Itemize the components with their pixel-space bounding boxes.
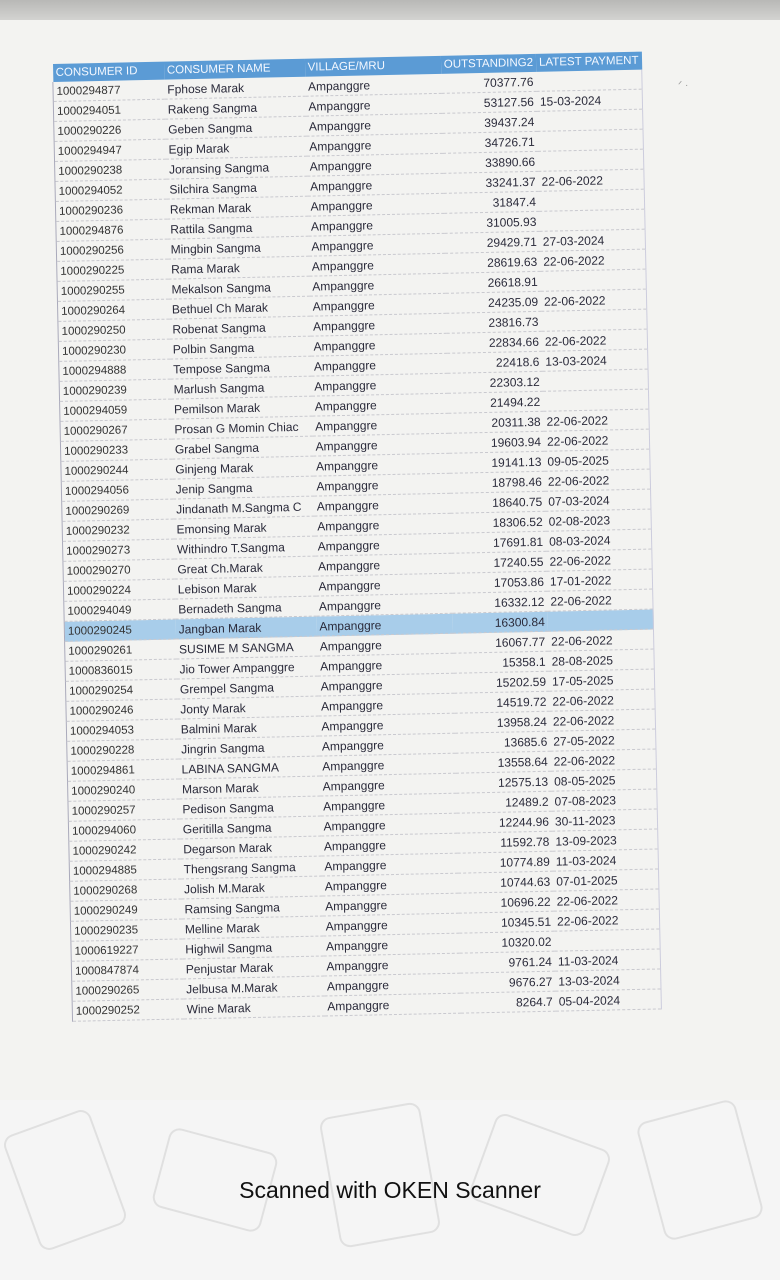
cell-consumer-id: 1000294053: [66, 719, 178, 741]
cell-outstanding: 33241.37: [443, 171, 539, 193]
cell-outstanding: 22834.66: [446, 331, 542, 353]
cell-consumer-name: Joransing Sangma: [166, 156, 307, 179]
cell-latest-payment: [538, 129, 644, 151]
cell-consumer-name: Jolish M.Marak: [181, 876, 322, 899]
cell-latest-payment: 22-06-2022: [544, 429, 650, 451]
cell-outstanding: 34726.71: [442, 131, 538, 153]
cell-outstanding: 17691.81: [451, 531, 547, 553]
cell-latest-payment: [554, 929, 660, 951]
cell-latest-payment: 11-03-2024: [555, 949, 661, 971]
cell-consumer-name: Rama Marak: [168, 256, 309, 279]
cell-consumer-name: Great Ch.Marak: [174, 556, 315, 579]
cell-village-mru: Ampanggre: [307, 153, 444, 176]
cell-village-mru: Ampanggre: [323, 933, 460, 956]
cell-consumer-id: 1000294060: [68, 819, 180, 841]
cell-outstanding: 31847.4: [444, 191, 540, 213]
cell-consumer-name: Balmini Marak: [178, 716, 319, 739]
cell-latest-payment: 13-09-2023: [552, 829, 658, 851]
cell-latest-payment: 17-01-2022: [547, 569, 653, 591]
cell-latest-payment: 07-08-2023: [551, 789, 657, 811]
cell-village-mru: Ampanggre: [320, 793, 457, 816]
cell-outstanding: 20311.38: [448, 411, 544, 433]
cell-consumer-name: Polbin Sangma: [170, 336, 311, 359]
cell-latest-payment: [537, 109, 643, 131]
cell-consumer-name: Withindro T.Sangma: [174, 536, 315, 559]
consumer-outstanding-table: [52, 52, 662, 1022]
cell-latest-payment: 22-06-2022: [554, 909, 660, 931]
cell-village-mru: Ampanggre: [309, 253, 446, 276]
cell-village-mru: Ampanggre: [305, 93, 442, 116]
cell-village-mru: Ampanggre: [308, 233, 445, 256]
cell-village-mru: Ampanggre: [322, 873, 459, 896]
cell-latest-payment: 13-03-2024: [542, 349, 648, 371]
cell-latest-payment: [543, 369, 649, 391]
cell-consumer-name: Penjustar Marak: [183, 956, 324, 979]
cell-consumer-id: 1000294861: [67, 759, 179, 781]
cell-village-mru: Ampanggre: [318, 693, 455, 716]
cell-consumer-id: 1000290269: [62, 499, 174, 521]
cell-latest-payment: 22-06-2022: [551, 749, 657, 771]
cell-latest-payment: 22-06-2022: [548, 629, 654, 651]
cell-village-mru: Ampanggre: [315, 553, 452, 576]
cell-village-mru: Ampanggre: [312, 413, 449, 436]
cell-outstanding: 12489.2: [456, 791, 552, 813]
cell-outstanding: 10320.02: [459, 931, 555, 953]
scan-mark: ᐟ ·: [678, 80, 689, 91]
cell-consumer-name: Silchira Sangma: [166, 176, 307, 199]
cell-consumer-id: 1000290255: [57, 279, 169, 301]
cell-consumer-name: Bethuel Ch Marak: [169, 296, 310, 319]
cell-latest-payment: 13-03-2024: [555, 969, 661, 991]
cell-outstanding: 24235.09: [446, 291, 542, 313]
cell-latest-payment: 22-06-2022: [546, 549, 652, 571]
cell-outstanding: 13558.64: [455, 751, 551, 773]
cell-outstanding: 14519.72: [454, 691, 550, 713]
cell-outstanding: 29429.71: [444, 231, 540, 253]
cell-village-mru: Ampanggre: [306, 133, 443, 156]
cell-consumer-name: Fphose Marak: [164, 77, 305, 99]
cell-outstanding: 53127.56: [441, 91, 537, 113]
cell-outstanding: 8264.7: [460, 991, 556, 1013]
cell-village-mru: Ampanggre: [316, 613, 453, 636]
cell-consumer-id: 1000290239: [59, 379, 171, 401]
cell-consumer-id: 1000294056: [61, 479, 173, 501]
cell-consumer-id: 1000290238: [55, 159, 167, 181]
cell-outstanding: 17053.86: [452, 571, 548, 593]
cell-outstanding: 10345.51: [459, 911, 555, 933]
cell-village-mru: Ampanggre: [309, 293, 446, 316]
cell-consumer-id: 1000290228: [67, 739, 179, 761]
cell-latest-payment: 22-06-2022: [543, 409, 649, 431]
cell-consumer-name: Egip Marak: [165, 136, 306, 159]
cell-latest-payment: 17-05-2025: [549, 669, 655, 691]
cell-outstanding: 39437.24: [442, 111, 538, 133]
cell-consumer-name: Tempose Sangma: [170, 356, 311, 379]
cell-outstanding: 33890.66: [443, 151, 539, 173]
cell-consumer-name: Rattila Sangma: [167, 216, 308, 239]
cell-latest-payment: [538, 149, 644, 171]
cell-consumer-id: 1000290270: [63, 559, 175, 581]
scanner-watermark-text: Scanned with OKEN Scanner: [239, 1177, 541, 1203]
cell-consumer-name: Pedison Sangma: [179, 796, 320, 819]
cell-outstanding: 18640.75: [450, 491, 546, 513]
cell-latest-payment: 22-06-2022: [538, 169, 644, 191]
cell-village-mru: Ampanggre: [312, 433, 449, 456]
cell-village-mru: Ampanggre: [324, 993, 461, 1016]
cell-village-mru: Ampanggre: [307, 173, 444, 196]
header-village-mru: VILLAGE/MRU: [304, 56, 441, 77]
cell-consumer-name: Robenat Sangma: [169, 316, 310, 339]
cell-consumer-name: Grabel Sangma: [172, 436, 313, 459]
cell-consumer-name: Jindanath M.Sangma C: [173, 496, 314, 519]
cell-village-mru: Ampanggre: [312, 393, 449, 416]
cell-village-mru: Ampanggre: [314, 493, 451, 516]
cell-consumer-id: 1000290246: [66, 699, 178, 721]
cell-consumer-name: Ginjeng Marak: [172, 456, 313, 479]
cell-village-mru: Ampanggre: [313, 473, 450, 496]
cell-consumer-id: 1000290256: [56, 239, 168, 261]
cell-village-mru: Ampanggre: [305, 74, 442, 96]
cell-village-mru: Ampanggre: [306, 113, 443, 136]
cell-village-mru: Ampanggre: [319, 733, 456, 756]
cell-outstanding: 13685.6: [455, 731, 551, 753]
cell-village-mru: Ampanggre: [322, 893, 459, 916]
cell-consumer-name: Grempel Sangma: [177, 676, 318, 699]
cell-consumer-id: 1000619227: [71, 939, 183, 961]
cell-village-mru: Ampanggre: [311, 353, 448, 376]
cell-latest-payment: 28-08-2025: [548, 649, 654, 671]
table-body: [53, 70, 662, 1022]
cell-outstanding: 28619.63: [445, 251, 541, 273]
cell-outstanding: 15202.59: [454, 671, 550, 693]
cell-consumer-id: 1000847874: [71, 959, 183, 981]
cell-consumer-id: 1000290245: [64, 619, 176, 641]
cell-latest-payment: 08-03-2024: [546, 529, 652, 551]
cell-consumer-id: 1000290273: [62, 539, 174, 561]
cell-village-mru: Ampanggre: [307, 193, 444, 216]
cell-consumer-name: Thengsrang Sangma: [180, 856, 321, 879]
cell-outstanding: 12575.13: [456, 771, 552, 793]
cell-outstanding: 70377.76: [441, 72, 537, 93]
cell-latest-payment: 22-06-2022: [542, 329, 648, 351]
cell-latest-payment: 22-06-2022: [553, 889, 659, 911]
cell-outstanding: 15358.1: [453, 651, 549, 673]
cell-village-mru: Ampanggre: [319, 773, 456, 796]
cell-latest-payment: 07-03-2024: [545, 489, 651, 511]
cell-consumer-id: 1000294885: [69, 859, 181, 881]
cell-consumer-id: 1000294876: [56, 219, 168, 241]
cell-village-mru: Ampanggre: [320, 813, 457, 836]
cell-consumer-name: Wine Marak: [183, 996, 324, 1019]
cell-outstanding: 18798.46: [449, 471, 545, 493]
cell-village-mru: Ampanggre: [317, 653, 454, 676]
cell-consumer-id: 1000290242: [69, 839, 181, 861]
cell-latest-payment: [539, 209, 645, 231]
cell-outstanding: 22418.6: [447, 351, 543, 373]
cell-village-mru: Ampanggre: [322, 913, 459, 936]
cell-consumer-name: Melline Marak: [182, 916, 323, 939]
header-outstanding: OUTSTANDING2: [441, 54, 537, 74]
cell-consumer-name: Mingbin Sangma: [167, 236, 308, 259]
cell-village-mru: Ampanggre: [324, 973, 461, 996]
cell-latest-payment: 22-06-2022: [540, 249, 646, 271]
cell-consumer-id: 1000290268: [70, 879, 182, 901]
cell-outstanding: 19603.94: [449, 431, 545, 453]
cell-latest-payment: 22-06-2022: [547, 589, 653, 611]
cell-village-mru: Ampanggre: [308, 213, 445, 236]
cell-outstanding: 12244.96: [457, 811, 553, 833]
cell-consumer-id: 1000290250: [58, 319, 170, 341]
cell-consumer-id: 1000290261: [65, 639, 177, 661]
cell-village-mru: Ampanggre: [310, 333, 447, 356]
cell-village-mru: Ampanggre: [310, 313, 447, 336]
cell-latest-payment: [536, 70, 642, 92]
cell-village-mru: Ampanggre: [317, 633, 454, 656]
cell-consumer-name: Jenip Sangma: [173, 476, 314, 499]
cell-consumer-name: Highwil Sangma: [182, 936, 323, 959]
cell-outstanding: 23816.73: [446, 311, 542, 333]
cell-consumer-id: 1000290240: [68, 779, 180, 801]
cell-consumer-id: 1000290230: [58, 339, 170, 361]
cell-consumer-name: SUSIME M SANGMA: [176, 636, 317, 659]
cell-consumer-id: 1000290252: [72, 999, 184, 1021]
cell-latest-payment: [541, 309, 647, 331]
cell-consumer-id: 1000290249: [70, 899, 182, 921]
cell-village-mru: Ampanggre: [315, 573, 452, 596]
cell-consumer-name: Emonsing Marak: [173, 516, 314, 539]
cell-village-mru: Ampanggre: [316, 593, 453, 616]
cell-consumer-id: 1000290257: [68, 799, 180, 821]
cell-consumer-name: Jangban Marak: [175, 616, 316, 639]
cell-village-mru: Ampanggre: [309, 273, 446, 296]
cell-consumer-name: Degarson Marak: [180, 836, 321, 859]
header-consumer-id: CONSUMER ID: [52, 62, 164, 82]
cell-village-mru: Ampanggre: [323, 953, 460, 976]
cell-latest-payment: 22-06-2022: [545, 469, 651, 491]
cell-outstanding: 16332.12: [452, 591, 548, 613]
cell-outstanding: 9676.27: [460, 971, 556, 993]
cell-latest-payment: 07-01-2025: [553, 869, 659, 891]
cell-consumer-name: Marlush Sangma: [170, 376, 311, 399]
cell-village-mru: Ampanggre: [311, 373, 448, 396]
cell-village-mru: Ampanggre: [314, 533, 451, 556]
cell-outstanding: 21494.22: [448, 391, 544, 413]
cell-latest-payment: 08-05-2025: [551, 769, 657, 791]
cell-outstanding: 10744.63: [458, 871, 554, 893]
cell-consumer-id: 1000290232: [62, 519, 174, 541]
cell-latest-payment: [539, 189, 645, 211]
cell-consumer-id: 1000290235: [70, 919, 182, 941]
cell-consumer-name: Geritilla Sangma: [180, 816, 321, 839]
cell-consumer-id: 1000290264: [57, 299, 169, 321]
cell-consumer-id: 1000290267: [60, 419, 172, 441]
cell-consumer-id: 1000290226: [54, 119, 166, 141]
header-consumer-name: CONSUMER NAME: [164, 59, 305, 80]
cell-latest-payment: [540, 269, 646, 291]
cell-latest-payment: 22-06-2022: [550, 709, 656, 731]
cell-consumer-id: 1000294877: [53, 80, 165, 102]
cell-consumer-name: Pemilson Marak: [171, 396, 312, 419]
cell-consumer-id: 1000290233: [60, 439, 172, 461]
cell-village-mru: Ampanggre: [319, 753, 456, 776]
cell-village-mru: Ampanggre: [321, 833, 458, 856]
cell-latest-payment: 27-03-2024: [540, 229, 646, 251]
cell-consumer-name: Lebison Marak: [175, 576, 316, 599]
cell-consumer-id: 1000290236: [55, 199, 167, 221]
cell-latest-payment: [548, 609, 654, 631]
header-latest-payment: LATEST PAYMENT: [536, 52, 642, 72]
cell-outstanding: 11592.78: [457, 831, 553, 853]
cell-outstanding: 19141.13: [449, 451, 545, 473]
cell-village-mru: Ampanggre: [321, 853, 458, 876]
cell-latest-payment: 22-06-2022: [549, 689, 655, 711]
cell-consumer-id: 1000294059: [60, 399, 172, 421]
cell-village-mru: Ampanggre: [317, 673, 454, 696]
cell-outstanding: 10696.22: [458, 891, 554, 913]
cell-outstanding: 31005.93: [444, 211, 540, 233]
cell-consumer-id: 1000294049: [64, 599, 176, 621]
cell-consumer-name: Ramsing Sangma: [181, 896, 322, 919]
cell-latest-payment: 09-05-2025: [544, 449, 650, 471]
cell-consumer-id: 1000290224: [63, 579, 175, 601]
cell-consumer-name: LABINA SANGMA: [178, 756, 319, 779]
cell-outstanding: 13958.24: [454, 711, 550, 733]
cell-consumer-id: 1000836015: [65, 659, 177, 681]
cell-outstanding: 16067.77: [453, 631, 549, 653]
cell-consumer-name: Rakeng Sangma: [165, 96, 306, 119]
cell-latest-payment: 22-06-2022: [541, 289, 647, 311]
consumer-table-wrapper: [52, 52, 662, 1022]
cell-village-mru: Ampanggre: [313, 453, 450, 476]
cell-consumer-name: Mekalson Sangma: [168, 276, 309, 299]
cell-latest-payment: 30-11-2023: [552, 809, 658, 831]
cell-consumer-id: 1000294051: [53, 99, 165, 121]
cell-consumer-name: Jonty Marak: [177, 696, 318, 719]
cell-outstanding: 16300.84: [452, 611, 548, 633]
cell-consumer-name: Prosan G Momin Chiac: [171, 416, 312, 439]
cell-consumer-id: 1000290244: [61, 459, 173, 481]
cell-outstanding: 18306.52: [450, 511, 546, 533]
cell-outstanding: 22303.12: [447, 371, 543, 393]
cell-consumer-name: Geben Sangma: [165, 116, 306, 139]
cell-village-mru: Ampanggre: [314, 513, 451, 536]
cell-consumer-name: Jingrin Sangma: [178, 736, 319, 759]
cell-consumer-id: 1000294052: [55, 179, 167, 201]
cell-consumer-name: Marson Marak: [179, 776, 320, 799]
cell-outstanding: 9761.24: [459, 951, 555, 973]
cell-consumer-id: 1000290225: [57, 259, 169, 281]
cell-latest-payment: 27-05-2022: [550, 729, 656, 751]
cell-outstanding: 10774.89: [457, 851, 553, 873]
cell-consumer-name: Jio Tower Ampanggre: [176, 656, 317, 679]
cell-outstanding: 26618.91: [445, 271, 541, 293]
cell-consumer-name: Bernadeth Sangma: [175, 596, 316, 619]
cell-latest-payment: 05-04-2024: [556, 989, 662, 1011]
cell-consumer-id: 1000290254: [65, 679, 177, 701]
cell-latest-payment: 02-08-2023: [545, 509, 651, 531]
cell-outstanding: 17240.55: [451, 551, 547, 573]
cell-consumer-id: 1000294947: [54, 139, 166, 161]
cell-latest-payment: 15-03-2024: [537, 89, 643, 111]
cell-latest-payment: [543, 389, 649, 411]
cell-consumer-id: 1000294888: [59, 359, 171, 381]
cell-village-mru: Ampanggre: [318, 713, 455, 736]
cell-consumer-name: Jelbusa M.Marak: [183, 976, 324, 999]
cell-consumer-name: Rekman Marak: [167, 196, 308, 219]
cell-latest-payment: 11-03-2024: [553, 849, 659, 871]
cell-consumer-id: 1000290265: [72, 979, 184, 1001]
